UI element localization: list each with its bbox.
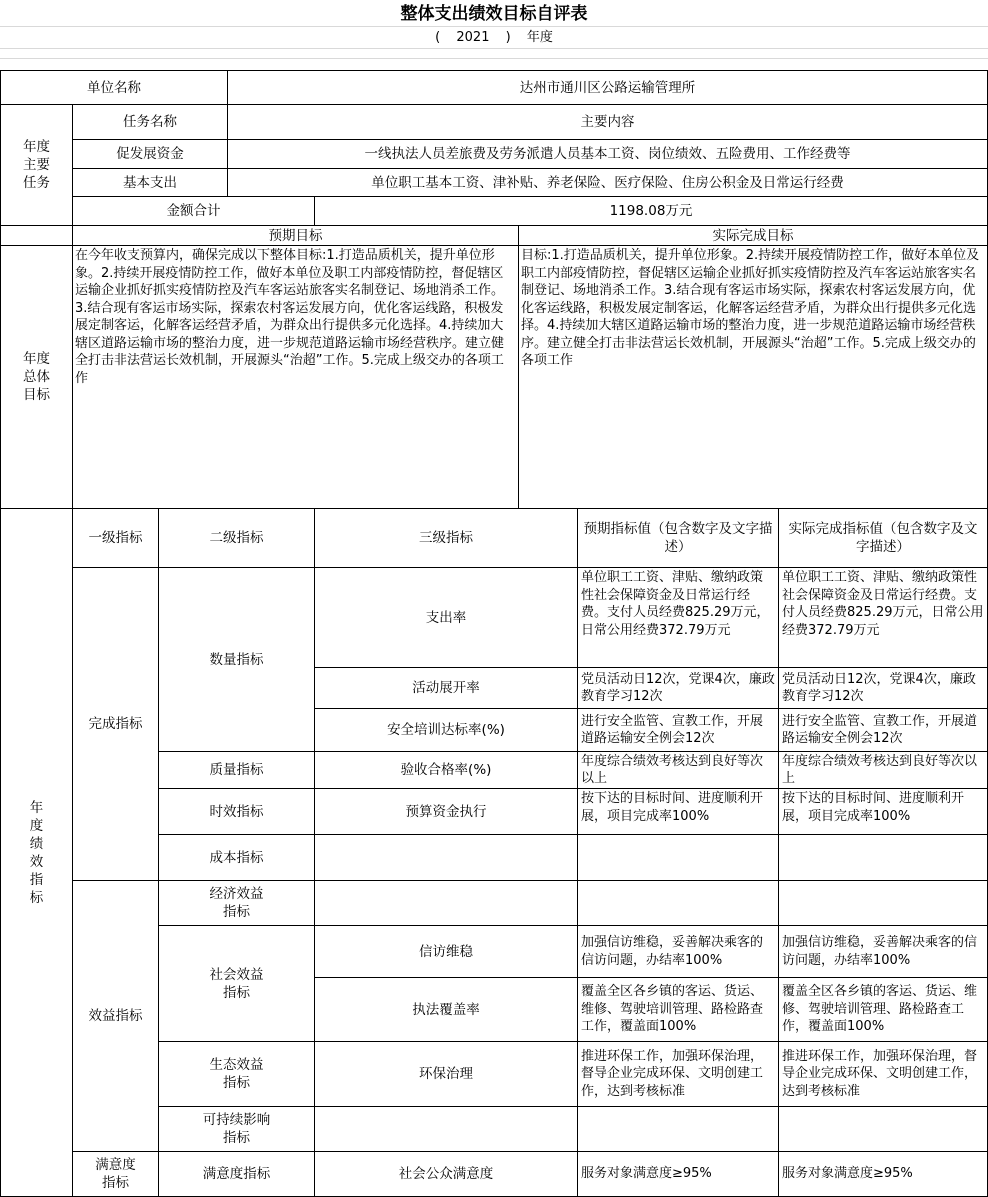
- indicator-name: 安全培训达标率(%): [315, 709, 578, 752]
- indicators-section-label: [1, 509, 73, 1197]
- task-row-name: 基本支出: [73, 169, 228, 197]
- indicator-name-empty: [315, 881, 578, 926]
- indicator-expected: 年度综合绩效考核达到良好等次以上: [578, 752, 779, 789]
- sheet-gridline: [0, 48, 988, 49]
- level2-ecological-text: 生态效益 指标: [209, 1057, 264, 1091]
- level1-benefit: 效益指标: [73, 881, 159, 1152]
- indicator-actual-empty: [779, 835, 988, 881]
- goals-section-label: [1, 246, 73, 509]
- tasks-header-name: 任务名称: [73, 105, 228, 140]
- level2-satisfaction: 满意度指标: [159, 1152, 315, 1197]
- indicator-actual: 党员活动日12次，党课4次，廉政教育学习12次: [779, 668, 988, 709]
- indicator-expected: 加强信访维稳，妥善解决乘客的信访问题，办结率100%: [578, 926, 779, 978]
- goals-header-spacer: [1, 226, 73, 246]
- indicator-actual-empty: [779, 881, 988, 926]
- indicator-actual: 进行安全监管、宣教工作，开展道路运输安全例会12次: [779, 709, 988, 752]
- header-level2: 二级指标: [159, 509, 315, 568]
- level2-quantity: 数量指标: [159, 568, 315, 752]
- total-label: 金额合计: [73, 197, 315, 226]
- tasks-header-content: 主要内容: [228, 105, 988, 140]
- indicator-name: 活动展开率: [315, 668, 578, 709]
- header-level3: 三级指标: [315, 509, 578, 568]
- level2-social-text: 社会效益 指标: [209, 966, 264, 1001]
- level1-satisfaction: [73, 1152, 159, 1197]
- indicator-actual: 服务对象满意度≥95%: [779, 1152, 988, 1197]
- indicator-actual: 覆盖全区各乡镇的客运、货运、维修、驾驶培训管理、路检路查工作，覆盖面100%: [779, 978, 988, 1042]
- level2-quality: 质量指标: [159, 752, 315, 789]
- indicator-expected: 党员活动日12次，党课4次，廉政教育学习12次: [578, 668, 779, 709]
- indicator-actual: 加强信访维稳，妥善解决乘客的信访问题，办结率100%: [779, 926, 988, 978]
- indicator-expected-empty: [578, 1107, 779, 1152]
- level2-economic-text: 经济效益 指标: [209, 886, 264, 920]
- level2-cost: 成本指标: [159, 835, 315, 881]
- task-row-content: 单位职工基本工资、津补贴、养老保险、医疗保险、住房公积金及日常运行经费: [228, 169, 988, 197]
- indicator-expected: 推进环保工作，加强环保治理，督导企业完成环保、文明创建工作，达到考核标准: [578, 1042, 779, 1107]
- indicator-name-empty: [315, 1107, 578, 1152]
- sheet-gridline: [0, 58, 988, 59]
- indicator-actual: 推进环保工作，加强环保治理，督导企业完成环保、文明创建工作，达到考核标准: [779, 1042, 988, 1107]
- indicator-expected-empty: [578, 835, 779, 881]
- year-suffix: 年度: [526, 30, 553, 45]
- indicator-name: 执法覆盖率: [315, 978, 578, 1042]
- header-expected: 预期指标值（包含数字及文字描述）: [578, 509, 779, 568]
- indicator-actual: 按下达的目标时间、进度顺利开展，项目完成率100%: [779, 789, 988, 835]
- page-title: 整体支出绩效目标自评表: [400, 4, 588, 24]
- year-value: 2021: [456, 30, 490, 45]
- goals-section-text: 年度 总体 目标: [23, 351, 50, 403]
- tasks-section-label: [1, 105, 73, 226]
- indicator-expected: 进行安全监管、宣教工作，开展道路运输安全例会12次: [578, 709, 779, 752]
- indicator-name: 验收合格率(%): [315, 752, 578, 789]
- indicator-name: 信访维稳: [315, 926, 578, 978]
- unit-label: 单位名称: [1, 71, 228, 105]
- level1-satisfaction-text: 满意度 指标: [95, 1157, 136, 1191]
- total-value: 1198.08万元: [315, 197, 988, 226]
- sheet-gridline: [0, 26, 988, 27]
- level2-ecological: [159, 1042, 315, 1107]
- header-level1: 一级指标: [73, 509, 159, 568]
- level1-completion: 完成指标: [73, 568, 159, 881]
- level2-timeliness: 时效指标: [159, 789, 315, 835]
- level2-economic: [159, 881, 315, 926]
- indicator-name: 社会公众满意度: [315, 1152, 578, 1197]
- indicator-name: 环保治理: [315, 1042, 578, 1107]
- level2-sustainable: [159, 1107, 315, 1152]
- indicator-actual-empty: [779, 1107, 988, 1152]
- goals-header-actual: 实际完成目标: [519, 226, 988, 246]
- indicator-expected: 覆盖全区各乡镇的客运、货运、维修、驾驶培训管理、路检路查工作，覆盖面100%: [578, 978, 779, 1042]
- goals-header-expected: 预期目标: [73, 226, 519, 246]
- indicator-actual: 年度综合绩效考核达到良好等次以上: [779, 752, 988, 789]
- level2-sustainable-text: 可持续影响 指标: [202, 1112, 271, 1146]
- year-close-paren: ): [505, 30, 511, 45]
- level2-social: [159, 926, 315, 1042]
- indicator-expected-empty: [578, 881, 779, 926]
- header-actual: 实际完成指标值（包含数字及文字描述）: [779, 509, 988, 568]
- indicator-actual: 单位职工工资、津贴、缴纳政策性社会保障资金及日常运行经费。支付人员经费825.29万元，日常公用经费372.79万元: [779, 568, 988, 668]
- indicator-expected: 单位职工工资、津贴、缴纳政策性社会保障资金及日常运行经费。支付人员经费825.29万元，日常公用经费372.79万元: [578, 568, 779, 668]
- tasks-section-text: 年度 主要 任务: [23, 139, 50, 191]
- indicator-expected: 服务对象满意度≥95%: [578, 1152, 779, 1197]
- unit-value: 达州市通川区公路运输管理所: [228, 71, 988, 105]
- task-row-content: 一线执法人员差旅费及劳务派遣人员基本工资、岗位绩效、五险费用、工作经费等: [228, 140, 988, 169]
- year-line: [0, 28, 988, 48]
- year-open-paren: (: [435, 30, 441, 45]
- task-row-name: 促发展资金: [73, 140, 228, 169]
- goals-actual-text: 目标:1.打造品质机关，提升单位形象。2.持续开展疫情防控工作，做好本单位及职工内部疫情防控，督促辖区运输企业抓好抓实疫情防控及汽车客运站旅客实名制登记、场地消杀工作。3.结合现有客运市场实际，探索农村客运发展方向，优化客运线路，积极发展定制客运，化解客运经营矛盾，为群众出行提供多元化选择。4.持续加大辖区道路运输市场的整治力度，进一步规范道路运输市场经营秩序。建立健全打击非法营运长效机制，开展源头“治超”工作。5.完成上级交办的各项工作: [519, 246, 988, 509]
- indicator-name-empty: [315, 835, 578, 881]
- goals-expected-text: 在今年收支预算内，确保完成以下整体目标:1.打造品质机关，提升单位形象。2.持续开展疫情防控工作，做好本单位及职工内部疫情防控，督促辖区运输企业抓好抓实疫情防控及汽车客运站旅客实名制登记、场地消杀工作。3.结合现有客运市场实际，探索农村客运发展方向，优化客运线路，积极发展定制客运，化解客运经营矛盾，为群众出行提供多元化选择。4.持续加大辖区道路运输市场的整治力度，进一步规范道路运输市场经营秩序。建立健全打击非法营运长效机制，开展源头“治超”工作。5.完成上级交办的各项工作: [73, 246, 519, 509]
- indicator-expected: 按下达的目标时间、进度顺利开展，项目完成率100%: [578, 789, 779, 835]
- indicators-section-text: 年 度 绩 效 指 标: [29, 799, 44, 906]
- indicator-name: 预算资金执行: [315, 789, 578, 835]
- indicator-name: 支出率: [315, 568, 578, 668]
